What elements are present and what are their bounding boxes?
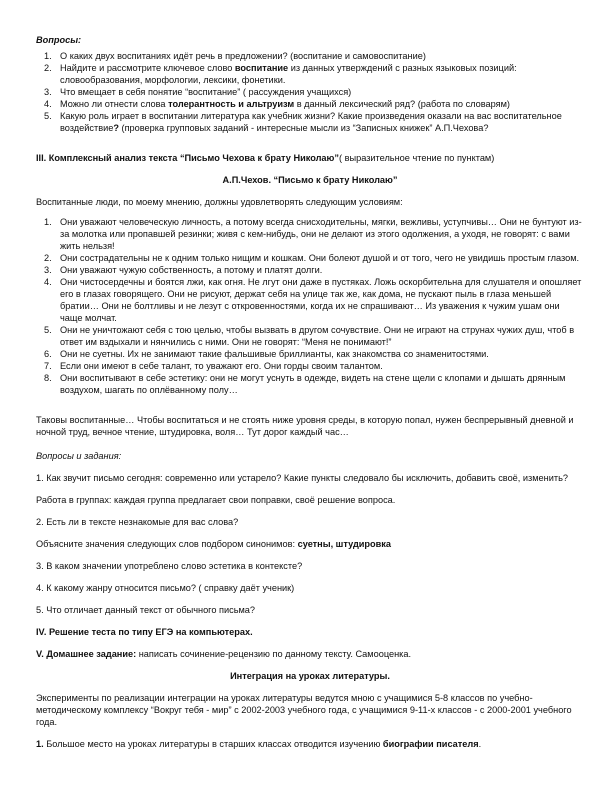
condition-text: Они воспитывают в себе эстетику: они не могут уснуть в одежде, видеть на стене щели с клопами и дышать дрянным воздухом, шагать по оплёванному полу… <box>60 373 566 395</box>
question-number: 1. <box>44 51 52 61</box>
condition-number: 1. <box>44 217 52 227</box>
question-text: из данных утверждений с разных языковых позиций: словообразования, морфологии, лексики, фонетики. <box>60 63 517 85</box>
question-item <box>36 86 584 98</box>
question-text: в данный лексический ряд? (работа по словарям) <box>294 99 510 109</box>
condition-number: 6. <box>44 349 52 359</box>
condition-number: 4. <box>44 277 52 287</box>
task-question-3: 3. В каком значении употреблено слово эстетика в контексте? <box>36 561 303 571</box>
condition-item <box>36 324 584 348</box>
condition-item <box>36 276 584 324</box>
integration-point-bold: биографии писателя <box>382 739 479 749</box>
condition-item <box>36 252 584 264</box>
question-item <box>36 62 584 86</box>
synonyms-task <box>36 538 584 550</box>
question-text: (проверка групповых заданий - интересные мысли из “Записных книжек” А.П.Чехова? <box>118 123 489 133</box>
condition-item <box>36 360 584 372</box>
question-item <box>36 98 584 110</box>
conditions-list <box>36 216 584 396</box>
condition-text: Они уважают человеческую личность, а потому всегда снисходительны, мягки, вежливы, уступчивы… Они не бунтуют из-за молотка или пропавшей резинки; живя с кем-нибудь, они не делают из этого одолжения, а уходя, не говорят: с вами жить нельзя! <box>60 217 582 251</box>
integration-point-text: Большое место на уроках литературы в старших классах отводится изучению <box>43 739 383 749</box>
task-question-5: 5. Что отличает данный текст от обычного письма? <box>36 605 256 615</box>
question-item <box>36 50 584 62</box>
synonyms-words: суетны, штудировка <box>297 539 392 549</box>
integration-paragraph: Эксперименты по реализации интеграции на уроках литературы ведутся мною с учащимися 5-8 классов по учебно-методическому комплексу “Вокруг тебя - мир” с 2002-2003 учебного года, с учащимися 9-11-х классов - с 2000-2001 учебного года. <box>36 693 572 727</box>
letter-intro: Воспитанные люди, по моему мнению, должны удовлетворять следующим условиям: <box>36 197 403 207</box>
question-text: Можно ли отнести слова <box>60 99 169 109</box>
condition-text: Они чистосердечны и боятся лжи, как огня. Не лгут они даже в пустяках. Ложь оскорбительна для слушателя и опошляет его в глазах говорящего. Они не рисуют, держат себя на улице так же, как дома, не пускают пыль в глаза меньшей братии… Они не болтливы и не лезут с откровенностями, когда их не спрашивают… Из уважения к чужим ушам они чаще молчат. <box>60 277 582 323</box>
section-3-title: III. Комплексный анализ текста “Письмо Чехова к брату Николаю” <box>36 153 339 163</box>
condition-item <box>36 348 584 360</box>
condition-text: Если они имеют в себе талант, то уважают его. Они горды своим талантом. <box>60 361 383 371</box>
section-3-heading <box>36 152 584 164</box>
letter-closing: Таковы воспитанные… Чтобы воспитаться и не стоять ниже уровня среды, в которую попал, нужен беспрерывный дневной и ночной труд, вечное чтение, штудировка, воля… Тут дорог каждый час… <box>36 415 574 437</box>
question-number: 2. <box>44 63 52 73</box>
question-text: Найдите и рассмотрите ключевое слово <box>60 63 235 73</box>
question-text: толерантность и альтруизм <box>168 99 295 109</box>
document-page <box>36 34 584 750</box>
question-number: 3. <box>44 87 52 97</box>
questions-heading: Вопросы: <box>36 35 82 45</box>
integration-point-1 <box>36 738 584 750</box>
questions-list <box>36 50 584 134</box>
question-text: ? <box>113 123 119 133</box>
condition-item <box>36 264 584 276</box>
condition-text: Они не уничтожают себя с тою целью, чтобы вызвать в другом сочувствие. Они не играют на струнах чужих душ, чтоб в ответ им вздыхали и нянчились с ними. Они не говорят: “Меня не понимают!” <box>60 325 575 347</box>
question-item <box>36 110 584 134</box>
task-question-1: 1. Как звучит письмо сегодня: современно или устарело? Какие пункты следовало бы исключить, добавить своё, изменить? <box>36 473 568 483</box>
task-question-4: 4. К какому жанру относится письмо? ( справку даёт ученик) <box>36 583 295 593</box>
task-question-2: 2. Есть ли в тексте незнакомые для вас слова? <box>36 517 239 527</box>
section-5-text: написать сочинение-рецензию по данному тексту. Самооценка. <box>136 649 412 659</box>
question-text: воспитание <box>234 63 289 73</box>
tasks-heading: Вопросы и задания: <box>36 451 122 461</box>
letter-title: А.П.Чехов. “Письмо к брату Николаю” <box>222 175 398 185</box>
question-number: 4. <box>44 99 52 109</box>
condition-item <box>36 216 584 252</box>
condition-number: 7. <box>44 361 52 371</box>
synonyms-text: Объясните значения следующих слов подбором синонимов: <box>36 539 298 549</box>
integration-title: Интеграция на уроках литературы. <box>230 671 390 681</box>
condition-text: Они уважают чужую собственность, а потому и платят долги. <box>60 265 323 275</box>
group-work-note: Работа в группах: каждая группа предлагает свои поправки, своё решение вопроса. <box>36 495 396 505</box>
section-5-label: V. Домашнее задание: <box>36 649 137 659</box>
question-text: Какую роль играет в воспитании литература как учебник жизни? Какие произведения оказали на вас воспитательное воздействие <box>60 111 562 133</box>
section-4-heading: IV. Решение теста по типу ЕГЭ на компьютерах. <box>36 627 253 637</box>
condition-text: Они сострадательны не к одним только нищим и кошкам. Они болеют душой и от того, чего не увидишь простым глазом. <box>60 253 580 263</box>
question-number: 5. <box>44 111 52 121</box>
condition-text: Они не суетны. Их не занимают такие фальшивые бриллианты, как знакомства со знаменитостями. <box>60 349 489 359</box>
integration-point-end: . <box>478 739 482 749</box>
condition-item <box>36 372 584 396</box>
question-text: О каких двух воспитаниях идёт речь в предложении? (воспитание и самовоспитание) <box>60 51 426 61</box>
condition-number: 2. <box>44 253 52 263</box>
question-text: Что вмещает в себя понятие “воспитание” ( рассуждения учащихся) <box>60 87 352 97</box>
integration-point-number: 1. <box>36 739 44 749</box>
condition-number: 8. <box>44 373 52 383</box>
section-3-title-note: ( выразительное чтение по пунктам) <box>338 153 495 163</box>
condition-number: 5. <box>44 325 52 335</box>
condition-number: 3. <box>44 265 52 275</box>
section-5 <box>36 648 584 660</box>
